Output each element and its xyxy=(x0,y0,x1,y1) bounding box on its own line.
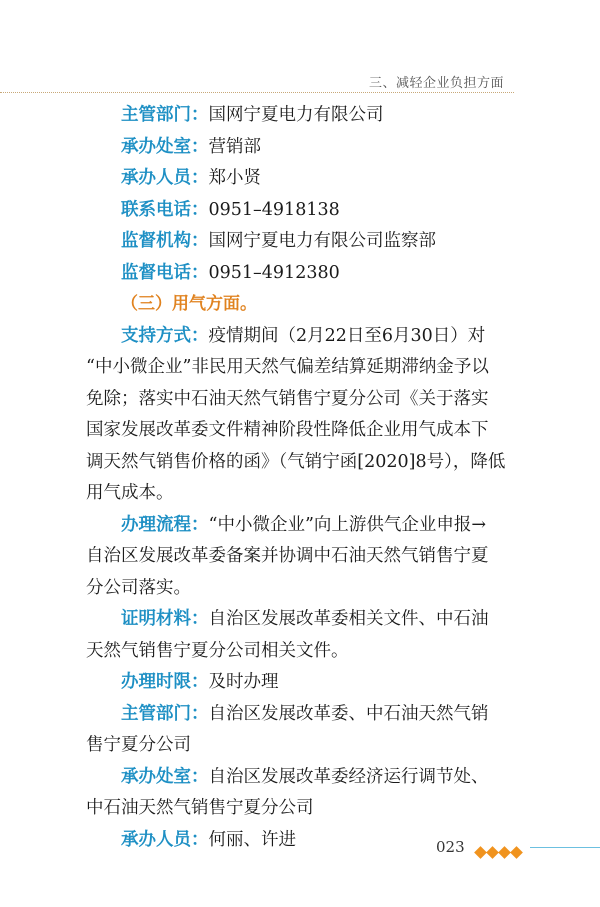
materials-label: 证明材料： xyxy=(121,609,209,629)
support-line: 调天然气销售价格的函》（气销宁函[2020]8号），降低 xyxy=(86,451,506,472)
process-line: 分公司落实。 xyxy=(86,577,191,598)
support-line: 用气成本。 xyxy=(86,483,174,503)
header-divider xyxy=(0,92,514,93)
field-supervisor-phone xyxy=(86,258,516,290)
field-value: 国网宁夏电力有限公司监察部 xyxy=(208,231,436,251)
support-line: 国家发展改革委文件精神阶段性降低企业用气成本下 xyxy=(86,420,489,440)
support-label: 支持方式： xyxy=(121,325,209,346)
field-label: 承办人员： xyxy=(121,168,209,188)
office-label: 承办处室： xyxy=(121,766,209,787)
section-heading: （三）用气方面。 xyxy=(121,294,257,314)
department-line: 自治区发展改革委、中石油天然气销 xyxy=(208,703,489,724)
time-limit-value: 及时办理 xyxy=(208,672,279,692)
department-label: 主管部门： xyxy=(121,703,209,724)
page-number: 023 xyxy=(436,838,465,856)
support-line: 疫情期间（2月22日至6月30日）对 xyxy=(208,325,486,346)
field-value: 郑小贤 xyxy=(208,168,261,188)
diamond-icon xyxy=(498,846,511,859)
staff-value: 何丽、许进 xyxy=(208,829,296,850)
field-label: 联系电话： xyxy=(121,199,209,220)
support-line: 免除；落实中石油天然气销售宁夏分公司《关于落实 xyxy=(86,388,489,409)
office-paragraph xyxy=(86,762,516,825)
time-limit-label: 办理时限： xyxy=(121,672,209,692)
field-value: 营销部 xyxy=(208,136,261,157)
materials-line: 天然气销售宁夏分公司相关文件。 xyxy=(86,640,349,661)
department-line: 售宁夏分公司 xyxy=(86,735,191,755)
diamond-ornament-icon xyxy=(476,842,524,861)
field-office xyxy=(86,132,516,164)
running-header: 三、减轻企业负担方面 xyxy=(368,76,504,91)
diamond-icon xyxy=(486,846,499,859)
footer-divider xyxy=(530,847,600,848)
page-body xyxy=(86,100,516,856)
diamond-icon xyxy=(510,846,523,859)
field-label: 承办处室： xyxy=(121,136,209,157)
support-paragraph xyxy=(86,321,516,510)
field-value: 0951–4912380 xyxy=(208,262,340,283)
field-supervisor xyxy=(86,226,516,258)
field-department xyxy=(86,100,516,132)
office-line: 自治区发展改革委经济运行调节处、 xyxy=(208,766,489,787)
field-staff xyxy=(86,163,516,195)
field-phone xyxy=(86,195,516,227)
office-line: 中石油天然气销售宁夏分公司 xyxy=(86,798,314,818)
time-limit-row xyxy=(86,667,516,699)
page-footer xyxy=(0,838,600,862)
materials-paragraph xyxy=(86,604,516,667)
support-line: “中小微企业”非民用天然气偏差结算延期滞纳金予以 xyxy=(86,357,489,377)
field-label: 主管部门： xyxy=(121,105,209,125)
materials-line: 自治区发展改革委相关文件、中石油 xyxy=(208,609,489,629)
process-paragraph xyxy=(86,510,516,605)
process-line: 自治区发展改革委备案并协调中石油天然气销售宁夏 xyxy=(86,546,489,566)
diamond-icon xyxy=(474,846,487,859)
department-paragraph xyxy=(86,699,516,762)
field-value: 0951–4918138 xyxy=(208,199,340,220)
process-label: 办理流程： xyxy=(121,514,209,535)
staff-label: 承办人员： xyxy=(121,829,209,850)
field-value: 国网宁夏电力有限公司 xyxy=(208,105,384,125)
field-label: 监督机构： xyxy=(121,231,209,251)
field-label: 监督电话： xyxy=(121,262,209,283)
process-line: “中小微企业”向上游供气企业申报→ xyxy=(208,514,487,535)
